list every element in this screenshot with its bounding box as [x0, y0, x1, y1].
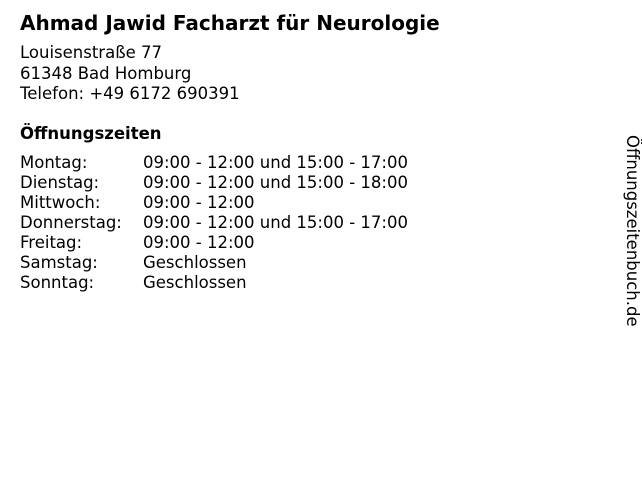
- hours-row: [20, 213, 408, 233]
- hours-time: Geschlossen: [143, 273, 247, 292]
- hours-time: 09:00 - 12:00 und 15:00 - 17:00: [143, 213, 408, 232]
- hours-time: 09:00 - 12:00: [143, 193, 255, 212]
- hours-day: Donnerstag:: [20, 213, 122, 232]
- address-block: [20, 43, 240, 105]
- hours-day: Montag:: [20, 153, 88, 172]
- hours-heading: Öffnungszeiten: [20, 124, 162, 143]
- hours-row: [20, 253, 408, 273]
- hours-row: [20, 193, 408, 213]
- street: Louisenstraße 77: [20, 43, 162, 62]
- city: 61348 Bad Homburg: [20, 63, 192, 83]
- hours-day: Sonntag:: [20, 273, 95, 292]
- watermark-domain: Öffnungszeitenbuch.de: [623, 135, 642, 327]
- hours-row: [20, 153, 408, 173]
- phone: Telefon: +49 6172 690391: [20, 84, 240, 103]
- hours-day: Samstag:: [20, 253, 98, 272]
- hours-time: 09:00 - 12:00 und 15:00 - 17:00: [143, 153, 408, 172]
- hours-row: [20, 233, 408, 253]
- hours-time: 09:00 - 12:00 und 15:00 - 18:00: [143, 173, 408, 192]
- hours-day: Freitag:: [20, 233, 83, 252]
- hours-day: Mittwoch:: [20, 193, 101, 212]
- hours-table: [20, 153, 408, 293]
- hours-row: [20, 173, 408, 193]
- hours-time: Geschlossen: [143, 253, 247, 272]
- hours-day: Dienstag:: [20, 173, 100, 192]
- hours-time: 09:00 - 12:00: [143, 233, 255, 252]
- hours-row: [20, 273, 408, 293]
- business-name: Ahmad Jawid Facharzt für Neurologie: [20, 11, 440, 35]
